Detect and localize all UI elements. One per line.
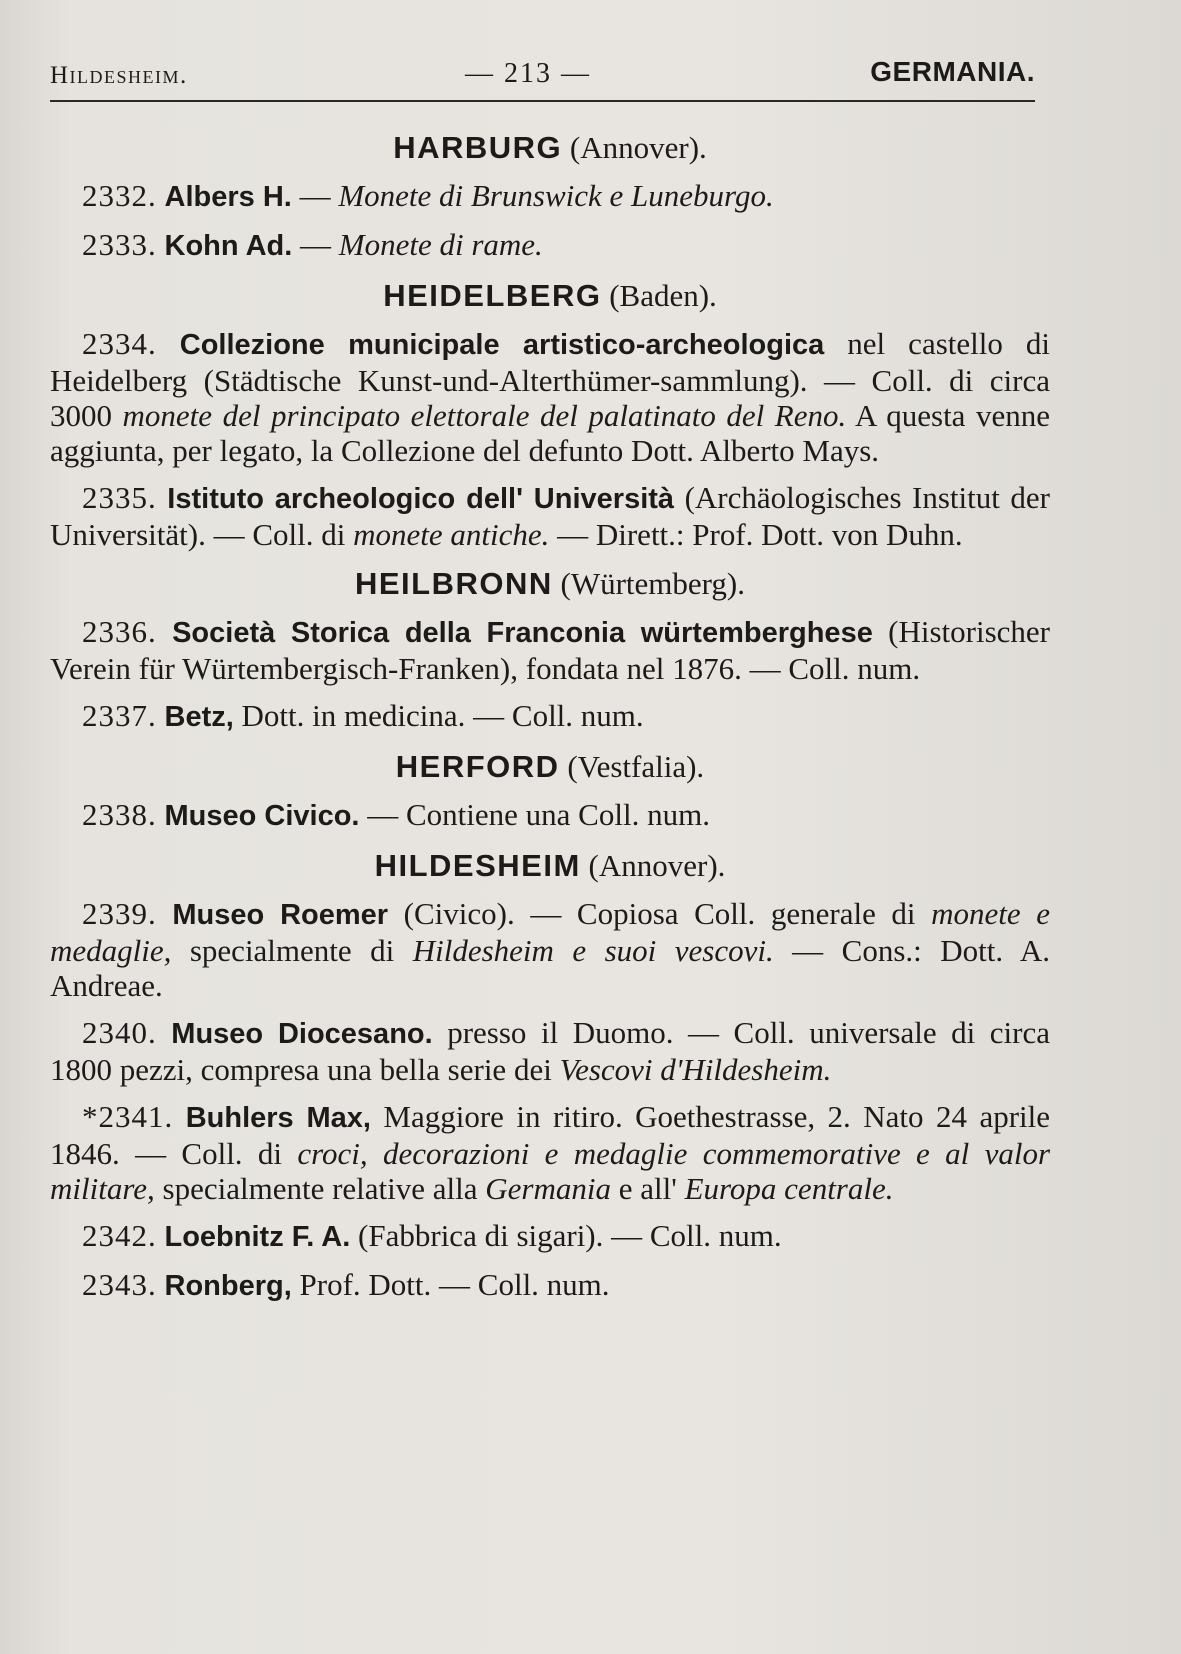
city-name: HARBURG [393,130,563,165]
entry-text: Maggiore in ritiro. Goethestrasse, 2. Nato 24 aprile 1846. — Coll. di [50,1099,1051,1171]
entry-text: — Cons.: Dott. A. Andreae. [50,933,1050,1003]
collection-entry [50,178,1050,215]
collection-entry [50,614,1050,686]
entry-number: 2334. [82,326,157,361]
entry-number: 2333. [82,227,157,262]
city-heading [50,747,1050,787]
entry-number: 2332. [82,178,157,213]
city-region: (Vestfalia). [567,749,705,784]
entry-italic-text: croci, decorazioni e medaglie commemorative e al valor militare, [50,1136,1051,1206]
city-heading [50,846,1050,886]
entry-italic-text: Monete di rame. [338,227,543,262]
entry-text: Prof. Dott. — Coll. num. [291,1267,610,1302]
entry-text: — Contiene una Coll. num. [359,797,710,832]
header-rule [50,100,1035,102]
city-name: HEILBRONN [354,566,553,601]
city-region: (Annover). [569,130,707,165]
entry-name: Kohn Ad. [164,230,293,262]
city-name: HERFORD [395,749,560,784]
entry-text: specialmente relative alla [154,1171,486,1206]
entry-text: presso il Duomo. — Coll. universale di circa 1800 pezzi, compresa una bella serie dei [50,1015,1050,1087]
entry-italic-text: Germania [485,1171,611,1206]
collection-entry [50,698,1050,735]
entry-number: 2340. [82,1015,157,1050]
city-region: (Baden). [609,278,717,313]
entry-text: nel castello di Heidelberg (Städtische Kunst-und-Alterthümer-sammlung). — Coll. di circa 3000 [50,326,1050,433]
entry-text: (Fabbrica di sigari). — Coll. num. [350,1218,782,1253]
entry-dash: — [292,227,339,262]
page-number: — 213 — [465,58,591,89]
entry-italic-text: Hildesheim e suoi vescovi. [412,933,774,968]
entry-text: A questa venne aggiunta, per legato, la Collezione del defunto Dott. Alberto Mays. [50,398,1050,468]
city-name: HEIDELBERG [383,278,602,313]
entry-name: Società Storica della Franconia würtemberghese [172,617,873,649]
entry-number: *2341. [82,1099,174,1134]
entry-name: Albers H. [164,181,292,213]
city-heading [50,128,1050,168]
entry-number: 2336. [82,614,157,649]
collection-entry [50,1015,1050,1087]
entry-text: specialmente di [171,933,413,968]
entry-number: 2337. [82,698,157,733]
collection-entry [50,480,1050,552]
running-header-left: Hildesheim. [50,62,188,89]
collection-entry [50,896,1050,1003]
entry-name: Buhlers Max, [185,1102,371,1134]
city-region: (Annover). [588,848,726,883]
collection-entry [50,1267,1050,1304]
entry-italic-text: monete antiche. [353,517,550,552]
collection-entry [50,1218,1050,1255]
entry-italic-text: monete e medaglie, [50,896,1050,968]
city-heading [50,276,1050,316]
collection-entry [50,797,1050,834]
entry-name: Loebnitz F. A. [164,1221,351,1253]
entry-italic-text: monete del principato elettorale del palatinato del Reno. [122,398,847,433]
entry-number: 2339. [82,896,157,931]
entry-italic-text: Monete di Brunswick e Luneburgo. [338,178,774,213]
entry-name: Ronberg, [164,1270,292,1302]
page-body [50,128,1050,1316]
entry-text: (Civico). — Copiosa Coll. generale di [388,896,932,931]
entry-name: Museo Civico. [164,800,360,832]
entry-name: Betz, [164,701,234,733]
running-header [50,50,1035,100]
collection-entry [50,1099,1050,1206]
entry-name: Istituto archeologico dell' Università [167,483,675,515]
entry-text: (Historischer Verein für Würtembergisch-Franken), fondata nel 1876. — Coll. num. [50,614,1050,686]
city-region: (Würtemberg). [560,566,746,601]
entry-number: 2343. [82,1267,157,1302]
entry-number: 2335. [82,480,157,515]
city-heading [50,564,1050,604]
entry-dash: — [291,178,339,213]
entry-name: Museo Diocesano. [171,1018,433,1050]
collection-entry [50,326,1050,468]
city-name: HILDESHEIM [374,848,581,883]
entry-text: (Archäologisches Institut der Universität). — Coll. di [50,480,1050,552]
entry-name: Museo Roemer [172,899,389,931]
entry-text: Dott. in medicina. — Coll. num. [233,698,644,733]
entry-name: Collezione municipale artistico-archeologica [179,329,825,361]
entry-text: — Dirett.: Prof. Dott. von Duhn. [549,517,963,552]
entry-text: e all' [610,1171,685,1206]
entry-number: 2338. [82,797,157,832]
entry-italic-text: Europa centrale. [684,1171,894,1206]
entry-italic-text: Vescovi d'Hildesheim. [559,1052,832,1087]
entry-number: 2342. [82,1218,157,1253]
collection-entry [50,227,1050,264]
running-header-right: GERMANIA. [870,56,1035,87]
